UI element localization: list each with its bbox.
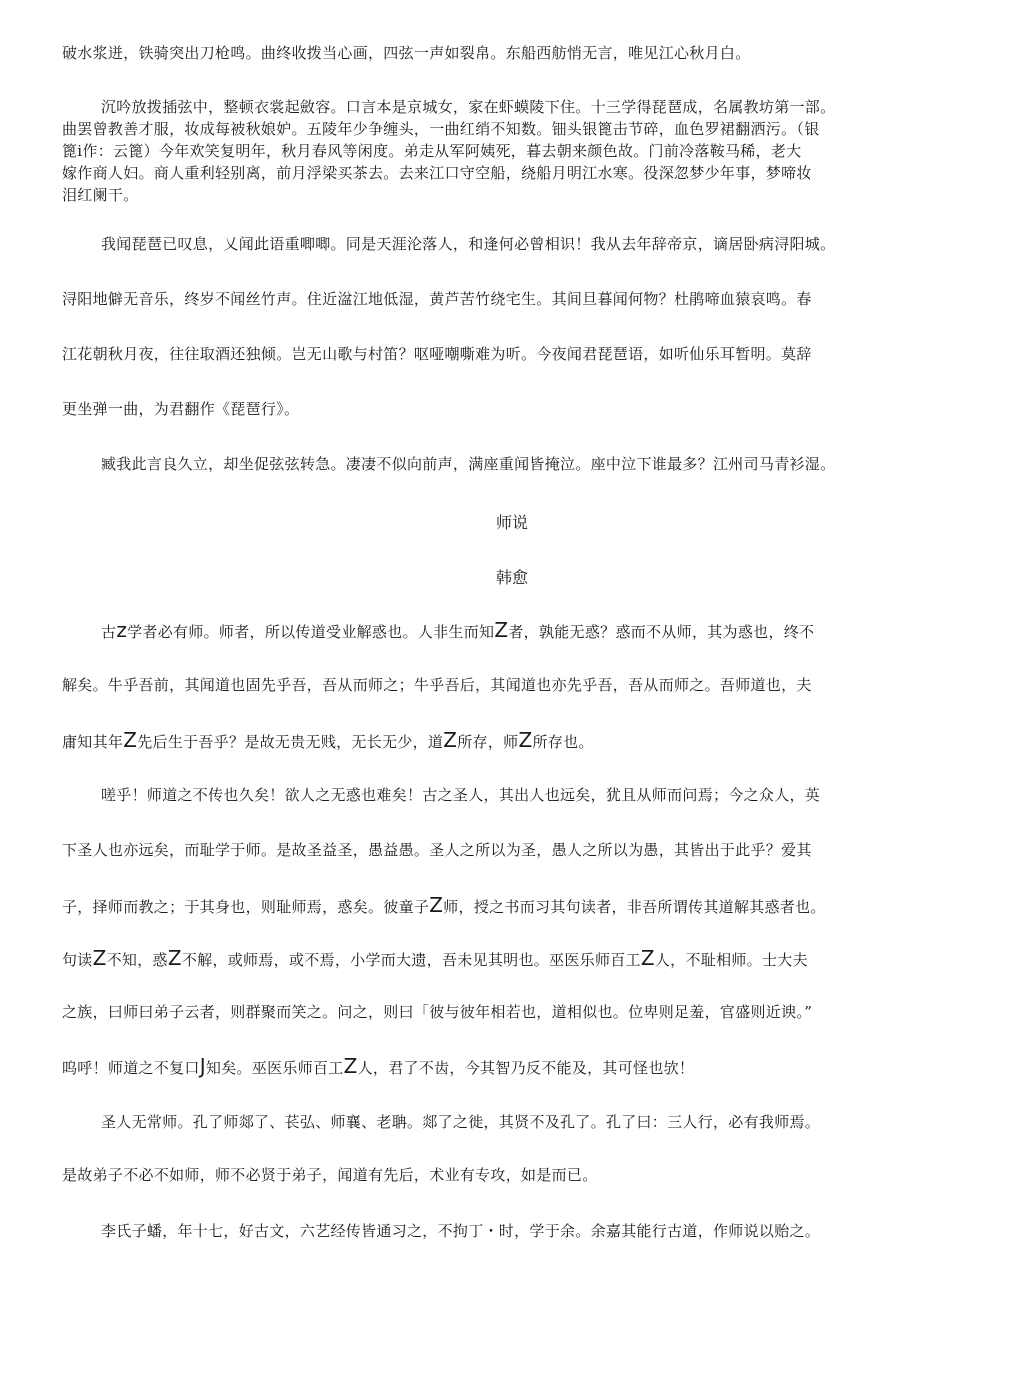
text-run: 句读 bbox=[62, 951, 93, 969]
ocr-artifact-glyph: Z bbox=[640, 946, 655, 970]
text-run: 人，不耻相师。士大夫 bbox=[654, 951, 808, 969]
paragraph-line: 沉吟放拨插弦中，整顿衣裳起斂容。口言本是京城女，家在虾蟆陵下住。十三学得琵琶成，名属教坊第一部。 bbox=[101, 98, 836, 116]
paragraph-line: 泪红阑干。 bbox=[62, 186, 139, 204]
paragraph-line: 之族，曰师曰弟子云者，则群聚而笑之。问之，则曰「彼与彼年相若也，道相似也。位卑则足羞，官盛则近谀。” bbox=[62, 1003, 813, 1021]
paragraph-line: 圣人无常师。孔了师郯了、苌弘、师襄、老聃。郯了之徙，其贤不及孔了。孔了曰：三人行，必有我师焉。 bbox=[101, 1113, 821, 1131]
essay-author: 韩愈 bbox=[495, 568, 528, 587]
essay-title: 师说 bbox=[495, 513, 528, 532]
paragraph-line: 解矣。牛乎吾前，其闻道也固先乎吾，吾从而师之；牛乎吾后，其闻道也亦先乎吾，吾从而师之。吾师道也，夫 bbox=[62, 676, 812, 694]
ocr-artifact-glyph: Z bbox=[92, 946, 107, 970]
paragraph-line: 嗟乎！师道之不传也久矣！欲人之无惑也难矣！古之圣人，其出人也远矣，犹且从师而问焉；今之众人，英 bbox=[101, 786, 821, 804]
paragraph-line bbox=[101, 617, 941, 645]
paragraph-line bbox=[62, 727, 902, 755]
paragraph-line: 曲罢曾教善才服，妆成每被秋娘妒。五陵年少争缠头，一曲红绡不知数。钿头银篦击节碎，血色罗裙翻洒污。（银 bbox=[62, 120, 820, 138]
text-run: 古 bbox=[101, 623, 117, 641]
paragraph-line: 更坐弹一曲，为君翻作《琵琶行》。 bbox=[62, 400, 300, 418]
text-run: 学者必有师。师者，所以传道受业解惑也。人非生而知 bbox=[127, 623, 495, 641]
text-run: 不知，惑 bbox=[106, 951, 168, 969]
paragraph-line bbox=[62, 892, 902, 920]
paragraph-line: 破水浆迸，铁骑突出刀枪鸣。曲终收拨当心画，四弦一声如裂帛。东船西舫悄无言，唯见江心秋月白。 bbox=[62, 44, 751, 62]
text-run: 庸知其年 bbox=[62, 733, 124, 751]
text-run: 知矣。巫医乐师百工 bbox=[205, 1059, 344, 1077]
paragraph-line: 江花朝秋月夜，往往取酒还独倾。岂无山歌与村笛？呕哑嘲嘶难为听。今夜闻君琵琶语，如听仙乐耳暂明。莫辞 bbox=[62, 345, 812, 363]
ocr-artifact-glyph: Z bbox=[123, 728, 138, 752]
text-run: 呜呼！师道之不复口 bbox=[62, 1059, 200, 1077]
paragraph-line: 篦i作：云篦）今年欢笑复明年，秋月春风等闲度。弟走从军阿姨死，暮去朝来颜色故。门前冷落鞍马稀，老大 bbox=[62, 142, 802, 160]
ocr-artifact-glyph: Z bbox=[343, 1054, 358, 1078]
text-run: 者，孰能无惑？惑而不从师，其为惑也，终不 bbox=[508, 623, 815, 641]
text-run: 不解，或师焉，或不焉，小学而大遗，吾未见其明也。巫医乐师百工 bbox=[181, 951, 641, 969]
ocr-artifact-glyph: Z bbox=[494, 618, 509, 642]
paragraph-line: 我闻琵琶已叹息，乂闻此语重唧唧。同是天涯沦落人，和逢何必曾相识！我从去年辞帝京，谪居卧病浔阳城。 bbox=[101, 235, 836, 253]
text-run: 人，君了不齿，今其智乃反不能及，其可怪也欤！ bbox=[357, 1059, 695, 1077]
paragraph-line: 下圣人也亦远矣，而耻学于师。是故圣益圣，愚益愚。圣人之所以为圣，愚人之所以为愚，其皆出于此乎？爱其 bbox=[62, 841, 812, 859]
paragraph-line: 李氏子蟠，年十七，好古文，六艺经传皆通习之，不拘丁・时，学于余。余嘉其能行古道，作师说以贻之。 bbox=[101, 1222, 821, 1240]
text-run: 先后生于吾乎？是故无贵无贱，无长无少，道 bbox=[137, 733, 444, 751]
ocr-artifact-glyph: Z bbox=[429, 893, 444, 917]
paragraph-line: 嫁作商人妇。商人重利轻别离，前月浮梁买茶去。去来江口守空船，绕船月明江水寒。役深忽梦少年事，梦啼妆 bbox=[62, 164, 812, 182]
ocr-artifact-glyph: Z bbox=[167, 946, 182, 970]
ocr-artifact-glyph: Z bbox=[518, 728, 533, 752]
ocr-artifact-glyph: z bbox=[116, 618, 128, 642]
paragraph-line bbox=[62, 945, 902, 973]
paragraph-line: 浔阳地僻无音乐，终岁不闻丝竹声。住近湓江地低湿，黄芦苦竹绕宅生。其间旦暮闻何物？杜鹃啼血猿哀鸣。春 bbox=[62, 290, 812, 308]
paragraph-line: 是故弟子不必不如师，师不必贤于弟子，闻道有先后，术业有专攻，如是而已。 bbox=[62, 1166, 598, 1184]
text-run: 子，择师而教之；于其身也，则耻师焉，惑矣。彼童子 bbox=[62, 898, 430, 916]
ocr-artifact-glyph: J bbox=[199, 1054, 206, 1078]
text-run: 所存也。 bbox=[532, 733, 594, 751]
text-run: 所存，师 bbox=[457, 733, 519, 751]
paragraph-line: 臧我此言良久立，却坐促弦弦转急。凄凄不似向前声，满座重闻皆掩泣。座中泣下谁最多？江州司马青衫湿。 bbox=[101, 455, 836, 473]
text-run: 师，授之书而习其句读者，非吾所谓传其道解其惑者也。 bbox=[443, 898, 826, 916]
ocr-artifact-glyph: Z bbox=[443, 728, 458, 752]
paragraph-line bbox=[62, 1053, 902, 1081]
